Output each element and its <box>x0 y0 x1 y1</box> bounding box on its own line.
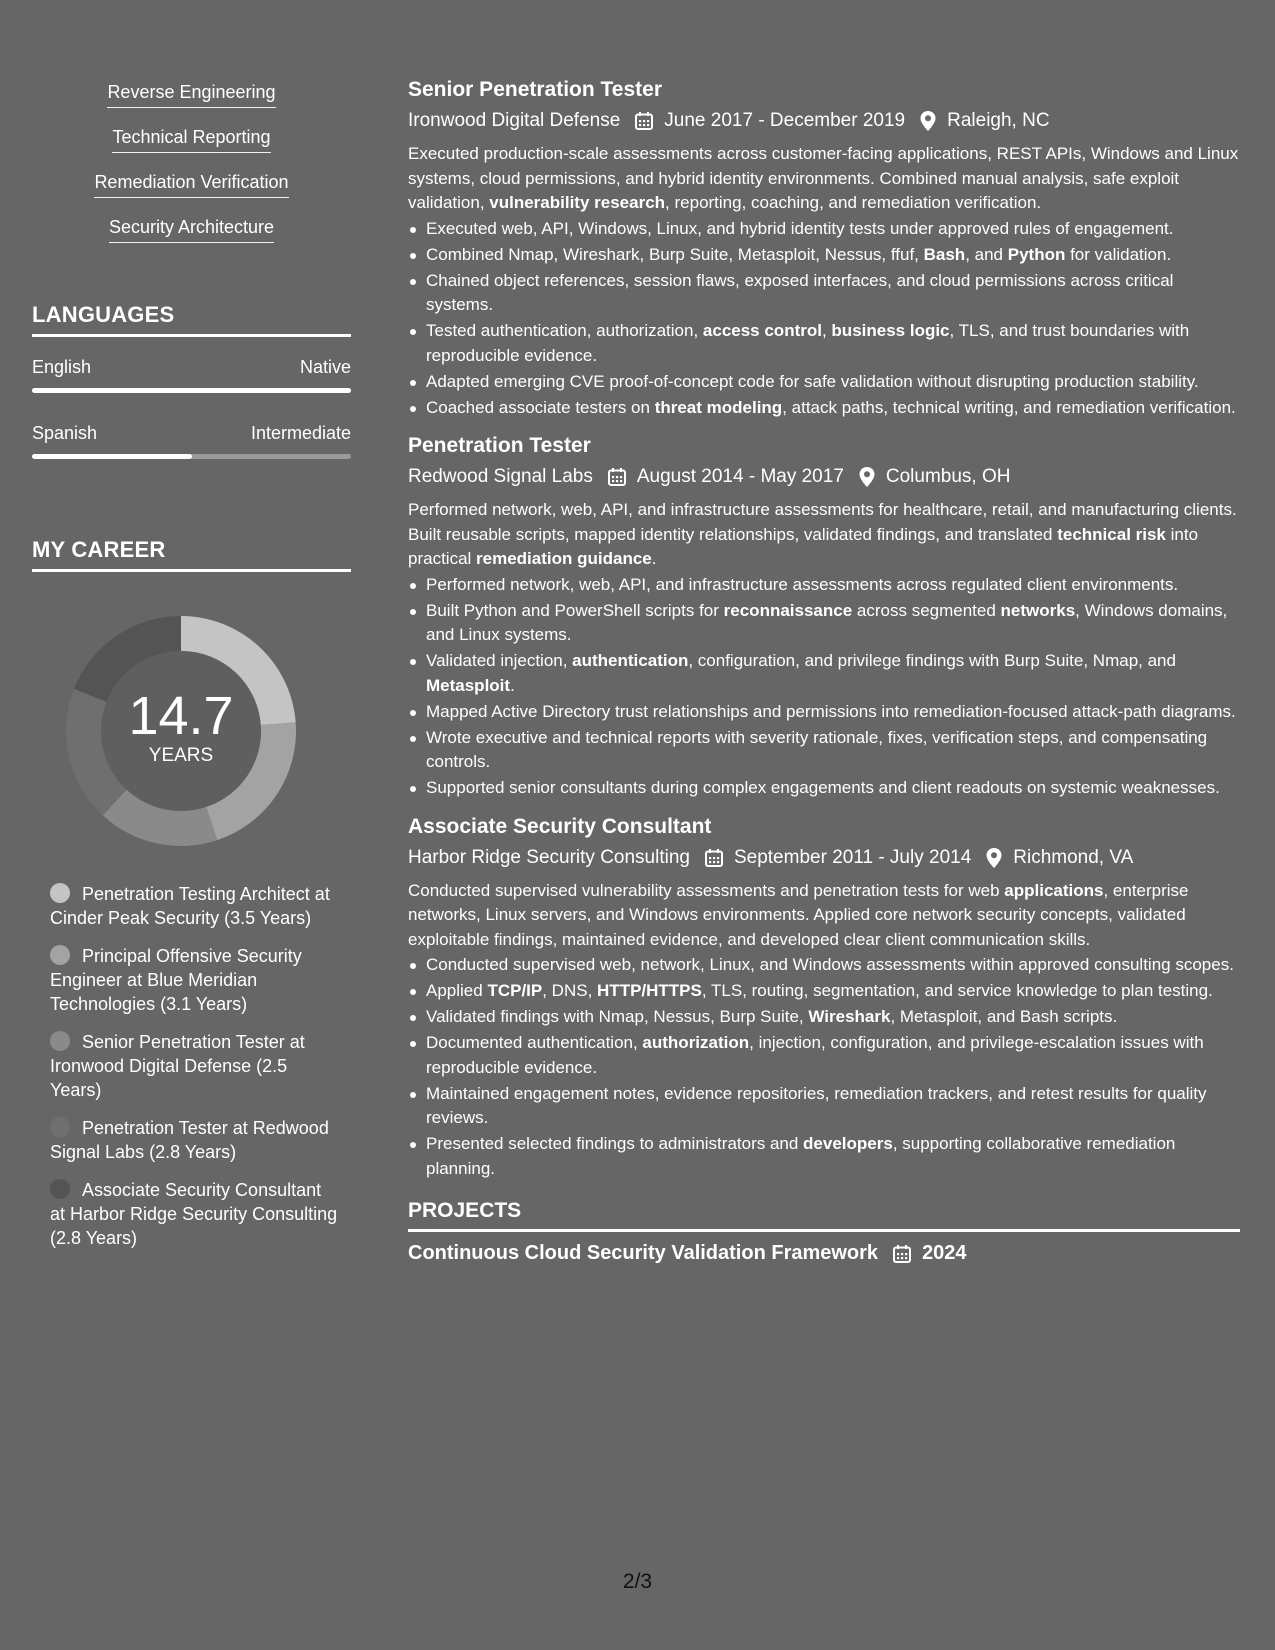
job-bullet: Adapted emerging CVE proof-of-concept code for safe validation without disrupting production stability. <box>408 370 1240 395</box>
job-meta <box>408 110 1240 132</box>
language-name: English <box>32 357 92 377</box>
legend-dot-icon <box>50 945 70 965</box>
legend-dot-icon <box>50 1117 70 1137</box>
calendar-icon <box>704 848 724 868</box>
location-pin-icon <box>858 466 876 488</box>
career-legend-item <box>50 882 340 930</box>
language-bar-fill <box>32 388 351 393</box>
legend-dot-icon <box>50 1031 70 1051</box>
job-location: Columbus, OH <box>885 466 1011 487</box>
job-bullet: Validated injection, authentication, configuration, and privilege findings with Burp Suite, Nmap, and Metasploit. <box>408 649 1240 698</box>
job-meta <box>408 847 1240 869</box>
calendar-icon <box>634 111 654 131</box>
job-company: Ironwood Digital Defense <box>408 110 621 131</box>
job-summary: Conducted supervised vulnerability assessments and penetration tests for web applications, enterprise networks, Linux servers, and Windows environments. Applied core network security concepts, validated exploitable findings, maintained evidence, and developed clear client communication skills. <box>408 880 1189 949</box>
language-bar-fill <box>32 454 192 459</box>
skill-tag: Reverse Engineering <box>107 82 275 108</box>
job-title: Penetration Tester <box>408 434 591 457</box>
location-pin-icon <box>919 110 937 132</box>
job-dates: June 2017 - December 2019 <box>664 110 906 131</box>
job-dates: September 2011 - July 2014 <box>733 846 972 868</box>
career-total-unit: YEARS <box>148 745 214 766</box>
language-bar <box>32 388 351 393</box>
job-bullet: Applied TCP/IP, DNS, HTTP/HTTPS, TLS, routing, segmentation, and service knowledge to plan testing. <box>408 979 1240 1004</box>
language-level: Native <box>299 357 351 377</box>
job-meta <box>408 466 1240 488</box>
experience-column <box>408 78 1240 1265</box>
job-title: Senior Penetration Tester <box>408 78 663 101</box>
career-heading: MY CAREER <box>32 537 351 572</box>
job-bullets <box>408 217 1240 421</box>
career-legend <box>50 882 340 1250</box>
skills-list <box>32 82 351 262</box>
job-location: Richmond, VA <box>1013 846 1134 868</box>
job-bullet: Documented authentication, authorization, injection, configuration, and privilege-escalation issues with reproducible evidence. <box>408 1031 1240 1080</box>
legend-dot-icon <box>50 883 70 903</box>
projects-heading: PROJECTS <box>408 1199 1240 1232</box>
career-legend-text: Penetration Tester at Redwood Signal Labs (2.8 Years) <box>50 1118 329 1162</box>
job-entry <box>408 815 1240 1182</box>
job-bullet: Built Python and PowerShell scripts for reconnaissance across segmented networks, Windows domains, and Linux systems. <box>408 599 1240 648</box>
job-bullet: Chained object references, session flaws, exposed interfaces, and cloud permissions across critical systems. <box>408 269 1240 318</box>
career-legend-item <box>50 944 340 1016</box>
job-bullet: Combined Nmap, Wireshark, Burp Suite, Metasploit, Nessus, ffuf, Bash, and Python for validation. <box>408 243 1240 268</box>
job-company: Harbor Ridge Security Consulting <box>408 846 690 868</box>
career-legend-item <box>50 1030 340 1102</box>
job-entry <box>408 78 1240 420</box>
job-summary: Executed production-scale assessments across customer-facing applications, REST APIs, Windows and Linux systems, cloud permissions, and hybrid identity environments. Combined manual analysis, safe exploit validation, vulnerability research, reporting, coaching, and remediation verification. <box>408 144 1239 212</box>
project-year: 2024 <box>922 1242 967 1264</box>
career-donut-chart <box>66 616 296 846</box>
languages-heading: LANGUAGES <box>32 302 351 337</box>
job-bullet: Tested authentication, authorization, access control, business logic, TLS, and trust boundaries with reproducible evidence. <box>408 319 1240 368</box>
language-bar <box>32 454 351 459</box>
job-bullet: Coached associate testers on threat modeling, attack paths, technical writing, and remediation verification. <box>408 396 1240 421</box>
project-entry <box>408 1242 1240 1265</box>
job-bullet: Maintained engagement notes, evidence repositories, remediation trackers, and retest results for quality reviews. <box>408 1082 1240 1131</box>
job-bullet: Mapped Active Directory trust relationships and permissions into remediation-focused attack-path diagrams. <box>408 700 1240 725</box>
calendar-icon <box>607 467 627 487</box>
job-company: Redwood Signal Labs <box>408 466 593 487</box>
page-number: 2/3 <box>622 1570 653 1593</box>
career-legend-text: Principal Offensive Security Engineer at Blue Meridian Technologies (3.1 Years) <box>50 946 302 1014</box>
left-column <box>32 82 351 1264</box>
career-legend-text: Penetration Testing Architect at Cinder Peak Security (3.5 Years) <box>50 884 330 928</box>
language-level: Intermediate <box>250 423 351 443</box>
job-bullets <box>408 573 1240 801</box>
career-legend-text: Associate Security Consultant at Harbor Ridge Security Consulting (2.8 Years) <box>50 1180 338 1248</box>
job-summary: Performed network, web, API, and infrastructure assessments for healthcare, retail, and manufacturing clients. Built reusable scripts, mapped identity relationships, validated findings, and translated technical risk into practical remediation guidance. <box>408 500 1237 568</box>
language-name: Spanish <box>32 423 98 443</box>
project-name: Continuous Cloud Security Validation Framework <box>408 1242 879 1264</box>
skill-tag: Technical Reporting <box>112 127 270 153</box>
job-bullet: Supported senior consultants during complex engagements and client readouts on systemic weaknesses. <box>408 776 1240 801</box>
job-bullets <box>408 953 1240 1181</box>
job-bullet: Validated findings with Nmap, Nessus, Burp Suite, Wireshark, Metasploit, and Bash scripts. <box>408 1005 1240 1030</box>
job-bullet: Presented selected findings to administrators and developers, supporting collaborative remediation planning. <box>408 1132 1240 1181</box>
legend-dot-icon <box>50 1179 70 1199</box>
career-legend-text: Senior Penetration Tester at Ironwood Digital Defense (2.5 Years) <box>50 1032 305 1100</box>
language-item <box>32 357 351 393</box>
career-legend-item <box>50 1178 340 1250</box>
job-bullet: Performed network, web, API, and infrastructure assessments across regulated client environments. <box>408 573 1240 598</box>
job-entry <box>408 434 1240 801</box>
job-bullet: Wrote executive and technical reports with severity rationale, fixes, verification steps, and compensating controls. <box>408 726 1240 775</box>
job-title: Associate Security Consultant <box>408 814 712 838</box>
career-total-years: 14.7 <box>128 686 234 746</box>
job-location: Raleigh, NC <box>947 110 1050 131</box>
career-legend-item <box>50 1116 340 1164</box>
language-item <box>32 423 351 459</box>
job-bullet: Conducted supervised web, network, Linux, and Windows assessments within approved consulting scopes. <box>408 953 1240 978</box>
location-pin-icon <box>985 847 1003 869</box>
skill-tag: Remediation Verification <box>94 172 288 198</box>
job-dates: August 2014 - May 2017 <box>636 466 844 487</box>
calendar-icon <box>892 1244 912 1264</box>
skill-tag: Security Architecture <box>109 217 274 243</box>
job-bullet: Executed web, API, Windows, Linux, and hybrid identity tests under approved rules of engagement. <box>408 217 1240 242</box>
